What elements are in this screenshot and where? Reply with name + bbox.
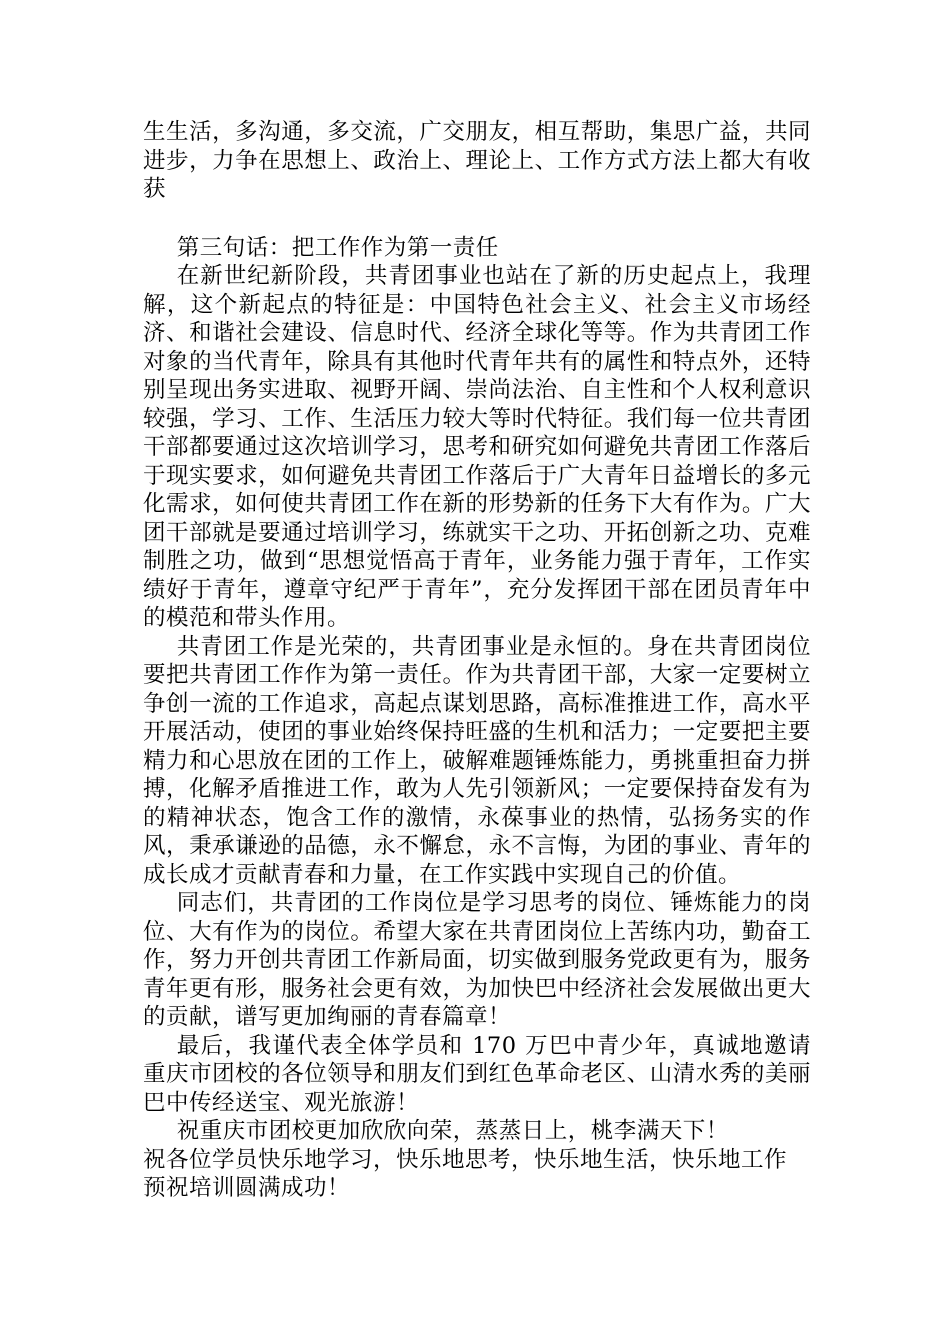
section-heading: 第三句话：把工作作为第一责任 [176, 234, 499, 261]
paragraph: 最后，我谨代表全体学员和 170 万巴中青少年，真诚地邀请重庆市团校的各位领导和朋友们到红色革命老区、山清水秀的美丽巴中传经送宝、观光旅游！ [143, 1032, 811, 1116]
paragraph: 祝各位学员快乐地学习，快乐地思考，快乐地生活，快乐地工作 [143, 1146, 788, 1173]
paragraph: 同志们，共青团的工作岗位是学习思考的岗位、锤炼能力的岗位、大有作为的岗位。希望大家在共青团岗位上苦练内功，勤奋工作，努力开创共青团工作新局面，切实做到服务党政更有为，服务青年更有形，服务社会更有效，为加快巴中经济社会发展做出更大的贡献，谱写更加绚丽的青春篇章！ [143, 890, 811, 1030]
paragraph: 共青团工作是光荣的，共青团事业是永恒的。身在共青团岗位要把共青团工作作为第一责任。作为共青团干部，大家一定要树立争创一流的工作追求，高起点谋划思路，高标准推进工作，高水平开展活动，使团的事业始终保持旺盛的生机和活力；一定要把主要精力和心思放在团的工作上，破解难题锤炼能力，勇挑重担奋力拼搏，化解矛盾推进工作，敢为人先引领新风；一定要保持奋发有为的精神状态，饱含工作的激情，永葆事业的热情，弘扬务实的作风，秉承谦逊的品德，永不懈怠，永不言悔，为团的事业、青年的成长成才贡献青春和力量，在工作实践中实现自己的价值。 [143, 633, 811, 888]
paragraph-continued: 生生活，多沟通，多交流，广交朋友，相互帮助，集思广益，共同进步，力争在思想上、政治上、理论上、工作方式方法上都大有收获 [143, 119, 811, 202]
paragraph: 预祝培训圆满成功！ [143, 1175, 351, 1201]
paragraph: 祝重庆市团校更加欣欣向荣，蒸蒸日上，桃李满天下！ [176, 1118, 729, 1144]
document-page [143, 118, 811, 1203]
paragraph: 在新世纪新阶段，共青团事业也站在了新的历史起点上，我理解，这个新起点的特征是：中国特色社会主义、社会主义市场经济、和谐社会建设、信息时代、经济全球化等等。作为共青团工作对象的当代青年，除具有其他时代青年共有的属性和特点外，还特别呈现出务实进取、视野开阔、崇尚法治、自主性和个人权利意识较强，学习、工作、生活压力较大等时代特征。我们每一位共青团干部都要通过这次培训学习，思考和研究如何避免共青团工作落后于现实要求，如何避免共青团工作落后于广大青年日益增长的多元化需求，如何使共青团工作在新的形势新的任务下大有作为。广大团干部就是要通过培训学习，练就实干之功、开拓创新之功、克难制胜之功，做到“思想觉悟高于青年，业务能力强于青年，工作实绩好于青年，遵章守纪严于青年”，充分发挥团干部在团员青年中的模范和带头作用。 [143, 263, 811, 631]
